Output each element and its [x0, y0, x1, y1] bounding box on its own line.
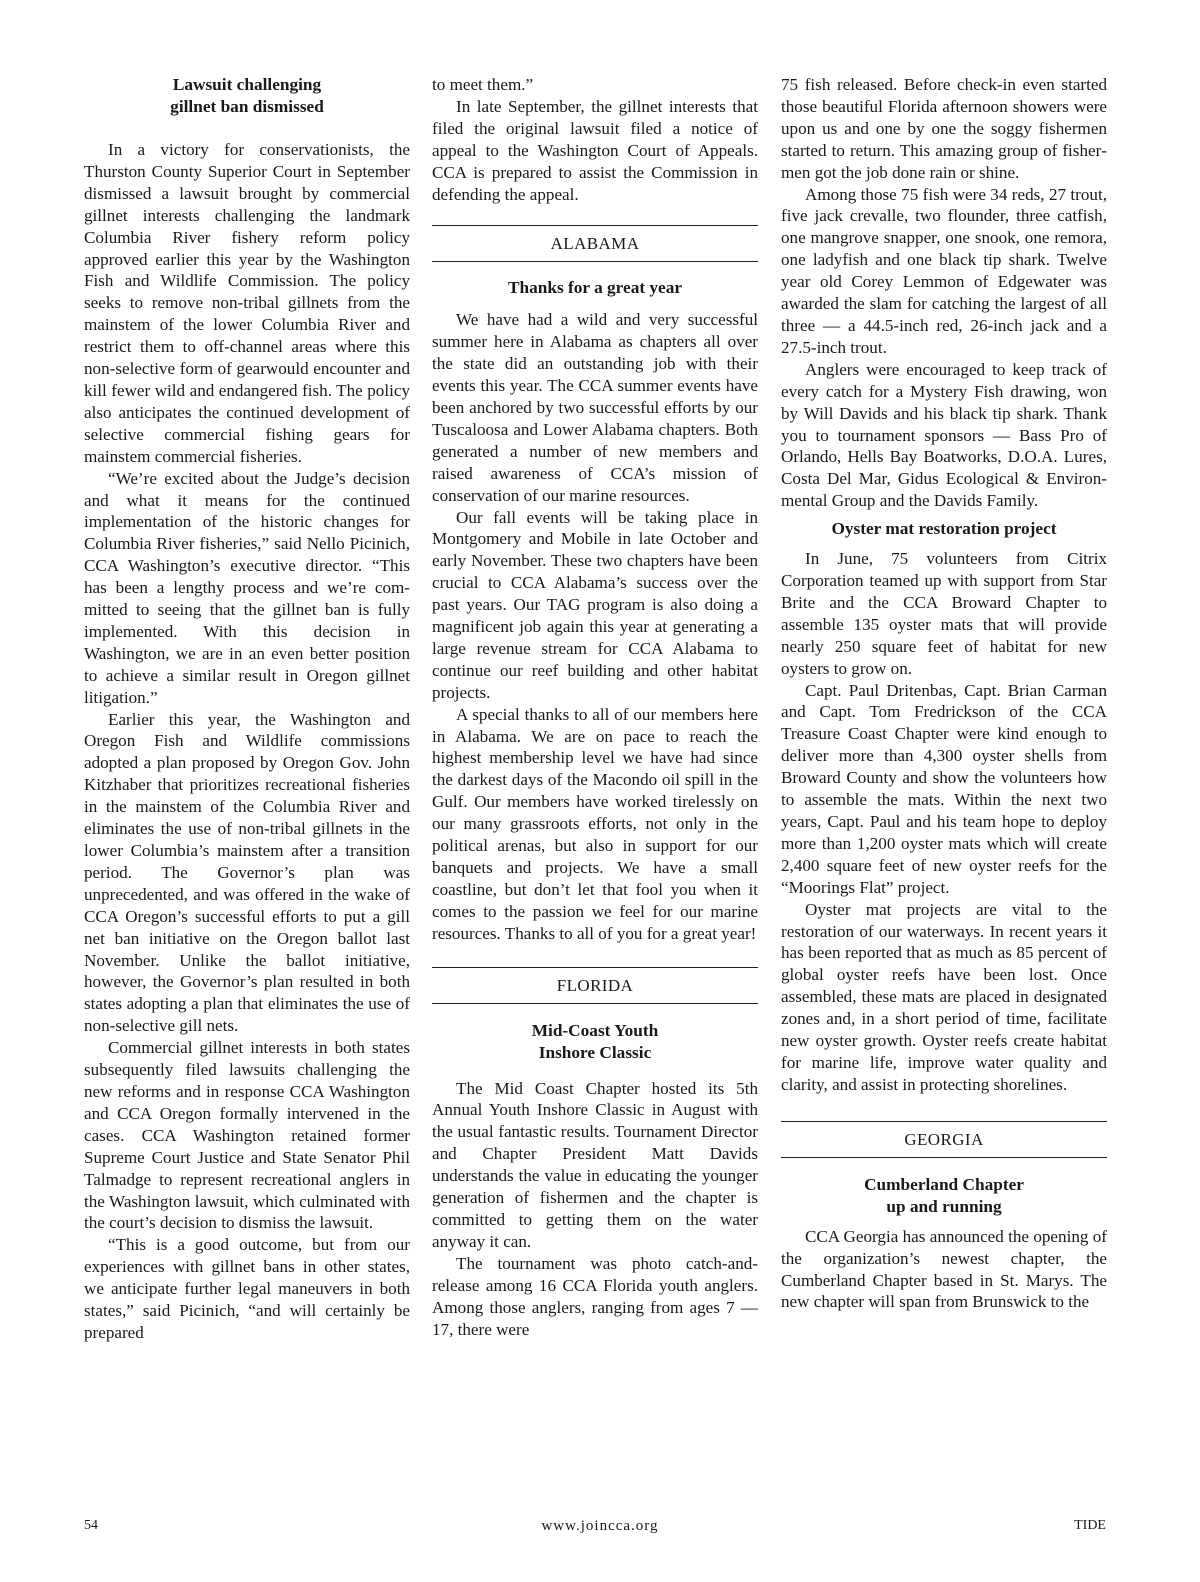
- spacer: [432, 1064, 758, 1078]
- paragraph: In a victory for conservationists, the Thurston County Superior Court in September dismissed a lawsuit brought by commercial gillnet interests challenging the landmark Columbia River fishery reform policy approved earlier this year by the Washington Fish and Wildlife Commission. The policy seeks to remove non-tribal gillnets from the mainstem of the lower Columbia River and restrict them to off-channel areas where this non-selective form of gearwould encounter and kill fewer wild and endangered fish. The policy also anticipates the continued development of selective commercial fishing gears for mainstem commercial fisheries.: [84, 140, 410, 466]
- paragraph: Earlier this year, the Washington and Oregon Fish and Wildlife commissions adopted a plan proposed by Oregon Gov. John Kitzhaber that prioritizes recreational fisheries in the mainstem of the Columbia River and eliminates the use of non-tribal gillnets in the lower Columbia’s mainstem after a transition period. The Governor’s plan was unprecedented, and was offered in the wake of CCA Oregon’s successful efforts to put a gill net ban initiative on the Oregon ballot last November. Unlike the ballot initiative, however, the Governor’s plan resulted in both states adopting a plan that eliminates the use of non-selective gill nets.: [84, 709, 410, 1036]
- paragraph: Capt. Paul Dritenbas, Capt. Brian Carman and Capt. Tom Fredrickson of the CCA Treasure Coast Chapter were kind enough to deliver more than 4,300 oyster shells from Broward County and show the volunteers how to assemble the mats. Within the next two years, Capt. Paul and his team hope to deploy more than 1,200 oyster mats which will create 2,400 square feet of new oyster reefs for the “Moorings Flat” project.: [781, 680, 1107, 897]
- article-headline-georgia: [781, 1174, 1107, 1218]
- paragraph: “This is a good outcome, but from our experiences with gillnet bans in other states, we anticipate further legal maneuvers in both states,” said Picinich, “and will certainly be prepared: [84, 1235, 410, 1342]
- column-2: [432, 74, 758, 1340]
- paragraph: CCA Georgia has announced the opening of the organization’s newest chapter, the Cumberland Chapter based in St. Marys. The new chapter will span from Brunswick to the: [781, 1226, 1107, 1312]
- paragraph: Our fall events will be taking place in Montgomery and Mobile in late October and early November. These two chapters have been crucial to CCA Alabama’s success over the past years. Our TAG program is also doing a magnificent job again this year at generating a large revenue stream for CCA Alabama to continue our reef building and other habitat projects.: [432, 507, 758, 702]
- paragraph: A special thanks to all of our members here in Alabama. We are on pace to reach the highest membership level we have had since the darkest days of the Macondo oil spill in the Gulf. Our members have worked tirelessly on our many grassroots efforts, not only in the political arenas, but also in support for our banquets and projects. We have a small coastline, but don’t let that fool you when it comes to the passion we feel for our marine resources. Thanks to all of you for a great year!: [432, 704, 758, 943]
- headline-line-1: Mid-Coast Youth: [531, 1020, 659, 1040]
- headline-line-1: Lawsuit challenging: [172, 75, 322, 94]
- spacer: [432, 1004, 758, 1020]
- footer-url: www.joincca.org: [541, 1518, 659, 1534]
- paragraph: Among those 75 fish were 34 reds, 27 trout, five jack crevalle, two flounder, three catfish, one mangrove snapper, one snook, one remora, one ladyfish and one black tip shark. Twelve year old Corey Lemmon of Edgewater was awarded the slam for catching the largest of all three — a 44.5-inch red, 26-inch jack and a 27.5-inch trout.: [781, 184, 1107, 357]
- paragraph: Oyster mat projects are vital to the restoration of our waterways. In recent years it has been reported that as much as 85 percent of global oyster reefs have been lost. Once assembled, these mats are placed in designated zones and, in a short period of time, facilitate new oyster growth. Oyster reefs create habitat for marine life, improve water quality and clarity, and assist in protecting shorelines.: [781, 899, 1107, 1094]
- spacer: [432, 205, 758, 225]
- spacer: [781, 1218, 1107, 1226]
- paragraph: The Mid Coast Chapter hosted its 5th Annual Youth Inshore Classic in August with the usual fantastic results. Tournament Director and Chapter President Matt Davids understands the value in educating the younger generation of fishermen and the chapter is committed to getting them on the water anyway it can.: [432, 1078, 758, 1251]
- paragraph: We have had a wild and very successful summer here in Alabama as chapters all over the state did an outstanding job with their events this year. The CCA summer events have been anchored by two successful efforts by our Tuscaloosa and Lower Alabama chapters. Both generated a number of new members and raised awareness of CCA’s mission of conservation of our marine resources.: [432, 310, 758, 505]
- spacer: [432, 262, 758, 277]
- article-headline-oyster: Oyster mat restoration project: [831, 519, 1057, 539]
- article-headline-florida: [432, 1020, 758, 1064]
- spacer: [432, 945, 758, 967]
- headline-line-2: up and running: [886, 1196, 1002, 1216]
- paragraph: The tournament was photo catch-and-release among 16 CCA Florida youth anglers. Among those anglers, ranging from ages 7 — 17, there were: [432, 1253, 758, 1339]
- paragraph: In June, 75 volunteers from Citrix Corporation teamed up with support from Star Brite and the CCA Broward Chapter to assemble 135 oyster mats that will provide nearly 250 square feet of habitat for new oysters to grow on.: [781, 549, 1107, 678]
- section-header-alabama: ALABAMA: [432, 225, 758, 262]
- continued-text: 75 fish released. Before check-in even started those beautiful Florida afternoon showers were upon us and one by one the soggy fishermen started to return. This amazing group of fishermen got the job done rain or shine.: [781, 75, 1107, 182]
- page-number: 54: [84, 1518, 98, 1533]
- paragraph: Commercial gillnet interests in both states subsequently filed lawsuits challenging the new reforms and in response CCA Washington and CCA Oregon formally intervened in the cases. CCA Washington retained former Supreme Court Justice and State Senator Phil Talmadge to represent recreational anglers in the Washington lawsuit, which culminated with the court’s decision to dismiss the lawsuit.: [84, 1038, 410, 1233]
- spacer: [432, 299, 758, 309]
- spacer: [781, 1158, 1107, 1174]
- headline-line-1: Cumberland Chapter: [864, 1174, 1024, 1194]
- section-header-georgia: GEORGIA: [781, 1121, 1107, 1158]
- spacer: [781, 540, 1107, 548]
- headline-line-2: Inshore Classic: [538, 1042, 652, 1062]
- section-header-florida: FLORIDA: [432, 967, 758, 1004]
- magazine-name: TIDE: [1074, 1518, 1106, 1533]
- article-headline-alabama: Thanks for a great year: [507, 278, 683, 298]
- continued-text: to meet them.”: [432, 75, 534, 94]
- spacer: [781, 1096, 1107, 1121]
- column-3: [781, 74, 1107, 1313]
- headline-line-2: gillnet ban dismissed: [170, 97, 324, 116]
- paragraph: “We’re excited about the Judge’s decision and what it means for the continued implementation of the historic changes for Columbia River fisheries,” said Nello Picinich, CCA Washington’s executive director. “This has been a lengthy process and we’re committed to seeing that the gillnet ban is fully implemented. With this decision in Washington, we are in an even better position to achieve a similar result in Oregon gillnet litigation.”: [84, 468, 410, 707]
- paragraph: Anglers were encouraged to keep track of every catch for a Mystery Fish drawing, won by Will Davids and his black tip shark. Thank you to tournament sponsors — Bass Pro of Orlando, Hells Bay Boatworks, D.O.A. Lures, Costa Del Mar, Gidus Ecological & Environmental Group and the Davids Family.: [781, 359, 1107, 511]
- spacer: [84, 118, 410, 139]
- column-1: [84, 74, 410, 1344]
- article-headline-gillnet: [84, 74, 410, 118]
- paragraph: In late September, the gillnet interests that filed the original lawsuit filed a notice of appeal to the Washington Court of Appeals. CCA is prepared to assist the Commission in defending the appeal.: [432, 96, 758, 204]
